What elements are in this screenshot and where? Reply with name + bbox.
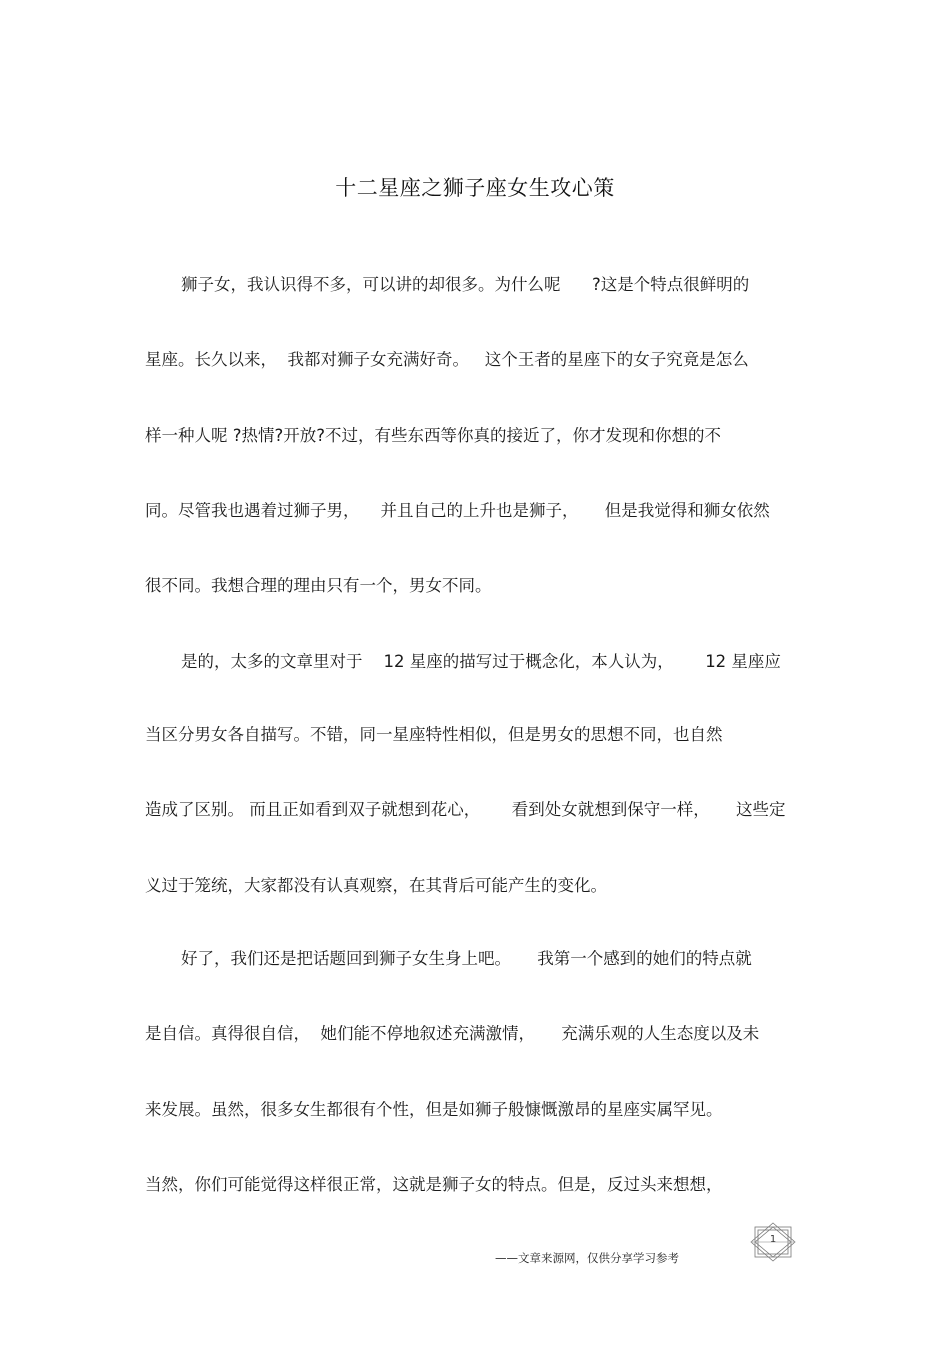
text-line: 是自信。真得很自信， 她们能不停地叙述充满激情， 充满乐观的人生态度以及未 bbox=[145, 1024, 760, 1043]
text-line: 来发展。虽然，很多女生都很有个性，但是如狮子般慷慨激昂的星座实属罕见。 bbox=[145, 1100, 723, 1119]
text-line: 当区分男女各自描写。不错，同一星座特性相似，但是男女的思想不同，也自然 bbox=[145, 725, 723, 744]
text-line: 义过于笼统，大家都没有认真观察，在其背后可能产生的变化。 bbox=[145, 876, 607, 895]
text-line: 样一种人呢 ?热情?开放?不过，有些东西等你真的接近了，你才发现和你想的不 bbox=[145, 426, 722, 445]
text-line: 当然，你们可能觉得这样很正常，这就是狮子女的特点。但是，反过头来想想， bbox=[145, 1175, 723, 1194]
text-line: 狮子女，我认识得不多，可以讲的却很多。为什么呢 ?这是个特点很鲜明的 bbox=[181, 275, 750, 294]
footer-source-note: ——文章来源网，仅供分享学习参考 bbox=[495, 1251, 679, 1265]
text-line: 造成了区别。 而且正如看到双子就想到花心， 看到处女就想到保守一样， 这些定 bbox=[145, 800, 786, 819]
text-line: 是的，太多的文章里对于 12 星座的描写过于概念化，本人认为， 12 星座应 bbox=[181, 652, 781, 671]
page-number: 1 bbox=[769, 1234, 777, 1245]
document-title: 十二星座之狮子座女生攻心策 bbox=[335, 176, 615, 200]
text-line: 星座。长久以来， 我都对狮子女充满好奇。 这个王者的星座下的女子究竟是怎么 bbox=[145, 350, 749, 369]
text-line: 同。尽管我也遇着过狮子男， 并且自己的上升也是狮子， 但是我觉得和狮女依然 bbox=[145, 501, 770, 520]
text-line: 好了，我们还是把话题回到狮子女生身上吧。 我第一个感到的她们的特点就 bbox=[181, 949, 752, 968]
text-line: 很不同。我想合理的理由只有一个，男女不同。 bbox=[145, 576, 492, 595]
